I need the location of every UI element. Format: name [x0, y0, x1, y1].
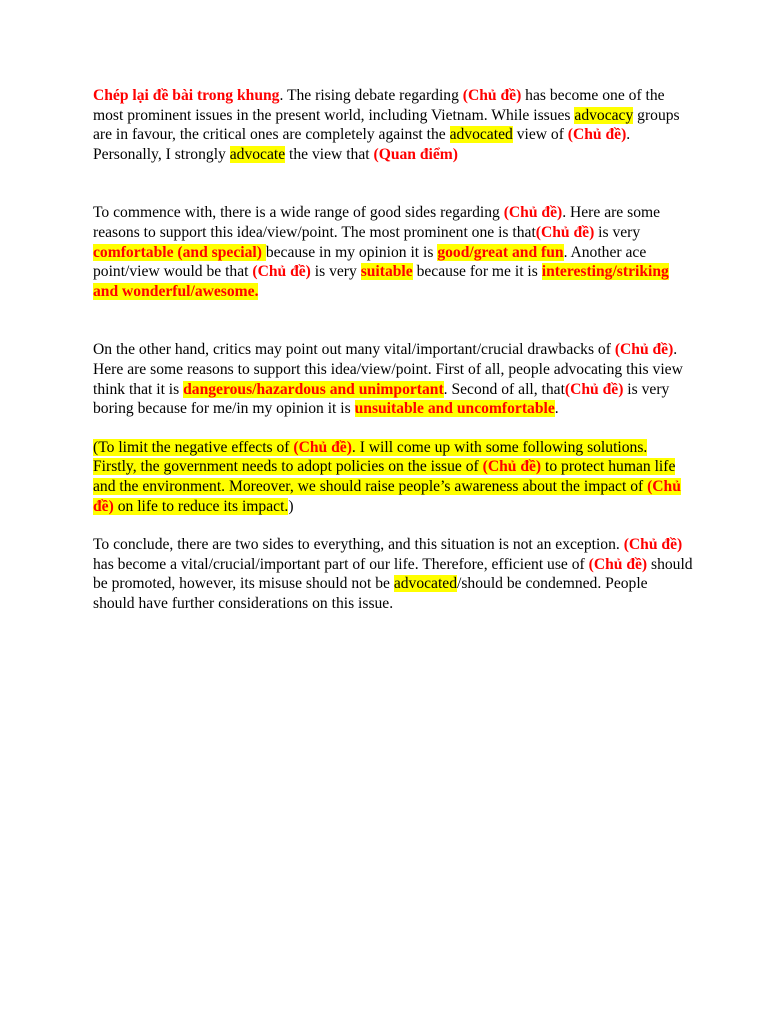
highlighted-phrase: dangerous/hazardous and unimportant	[183, 380, 444, 398]
text-run: has become a vital/crucial/important part of our life. Therefore, efficient use of	[93, 555, 589, 573]
text-run: because in my opinion it is	[265, 243, 438, 261]
highlighted-word: advocated	[449, 126, 513, 144]
topic-placeholder: (Chủ đề)	[614, 341, 674, 359]
solutions-paragraph	[93, 438, 693, 516]
opinion-placeholder: (Quan điểm)	[373, 145, 458, 163]
text-run: the view that	[285, 145, 374, 163]
text-run: view of	[512, 126, 568, 144]
topic-placeholder: (Chủ đề)	[567, 126, 627, 144]
highlighted-phrase: comfortable (and special)	[93, 243, 266, 261]
text-run: To commence with, there is a wide range of good sides regarding	[93, 204, 504, 222]
text-run: is very	[594, 223, 641, 241]
topic-placeholder: (Chủ đề)	[564, 380, 624, 398]
highlighted-text-run: . I will come up with some following solutions. Firstly, the government needs to adopt policies on the issue of	[93, 438, 648, 476]
text-run: . The rising debate regarding	[279, 87, 463, 104]
text-run: On the other hand, critics may point out many vital/important/crucial drawbacks of	[93, 341, 615, 359]
topic-placeholder: (Chủ đề)	[482, 458, 542, 476]
document-page	[93, 86, 693, 613]
text-run: because for me it is	[412, 263, 542, 281]
text-run: . Another ace point/view would be that	[93, 243, 647, 281]
highlighted-text-run: to protect human life and the environment. Moreover, we should raise people’s awareness about the impact of	[93, 458, 676, 495]
introduction-paragraph	[93, 86, 693, 164]
highlighted-phrase: unsuitable and uncomfortable	[354, 400, 555, 418]
text-run: .	[554, 400, 559, 418]
highlighted-word: advocate	[229, 145, 286, 163]
highlighted-phrase: suitable	[360, 263, 413, 281]
text-run: is very boring because for me/in my opinion it is	[93, 380, 670, 418]
highlighted-word: advocacy	[574, 106, 634, 124]
conclusion-paragraph	[93, 535, 693, 613]
topic-placeholder: (Chủ đề)	[623, 536, 683, 554]
text-run: is very	[310, 263, 361, 281]
instruction-copy-prompt: Chép lại đề bài trong khung	[93, 87, 280, 104]
advantages-paragraph	[93, 203, 693, 301]
highlighted-text-run: (To limit the negative effects of	[93, 438, 294, 456]
text-run: . Here are some reasons to support this idea/view/point. First of all, people advocating this view think that it is	[93, 341, 683, 398]
text-run: should be promoted, however, its misuse should not be	[93, 555, 693, 593]
text-run: . Second of all, that	[443, 380, 565, 398]
highlighted-word: advocated	[393, 575, 458, 593]
highlighted-text-run: on life to reduce its impact.	[113, 497, 289, 515]
topic-placeholder: (Chủ đề)	[93, 477, 681, 515]
text-run: . Personally, I strongly	[93, 126, 631, 163]
text-run: groups are in favour, the critical ones are completely against the	[93, 106, 680, 144]
topic-placeholder: (Chủ đề)	[535, 223, 595, 241]
highlighted-phrase: interesting/striking and wonderful/awesome.	[93, 263, 669, 300]
text-run: . Here are some reasons to support this idea/view/point. The most prominent one is that	[93, 204, 661, 241]
topic-placeholder: (Chủ đề)	[293, 438, 352, 456]
highlighted-phrase: good/great and fun	[437, 243, 564, 261]
topic-placeholder: (Chủ đề)	[588, 555, 648, 573]
topic-placeholder: (Chủ đề)	[252, 263, 311, 281]
disadvantages-paragraph	[93, 340, 693, 418]
text-run: /should be condemned. People should have further considerations on this issue.	[93, 575, 648, 612]
text-run: To conclude, there are two sides to everything, and this situation is not an exception.	[93, 536, 624, 554]
closing-parenthesis: )	[288, 497, 294, 515]
topic-placeholder: (Chủ đề)	[462, 87, 522, 104]
topic-placeholder: (Chủ đề)	[503, 204, 563, 222]
text-run: has become one of the most prominent issues in the present world, including Vietnam. While issues	[93, 87, 665, 124]
